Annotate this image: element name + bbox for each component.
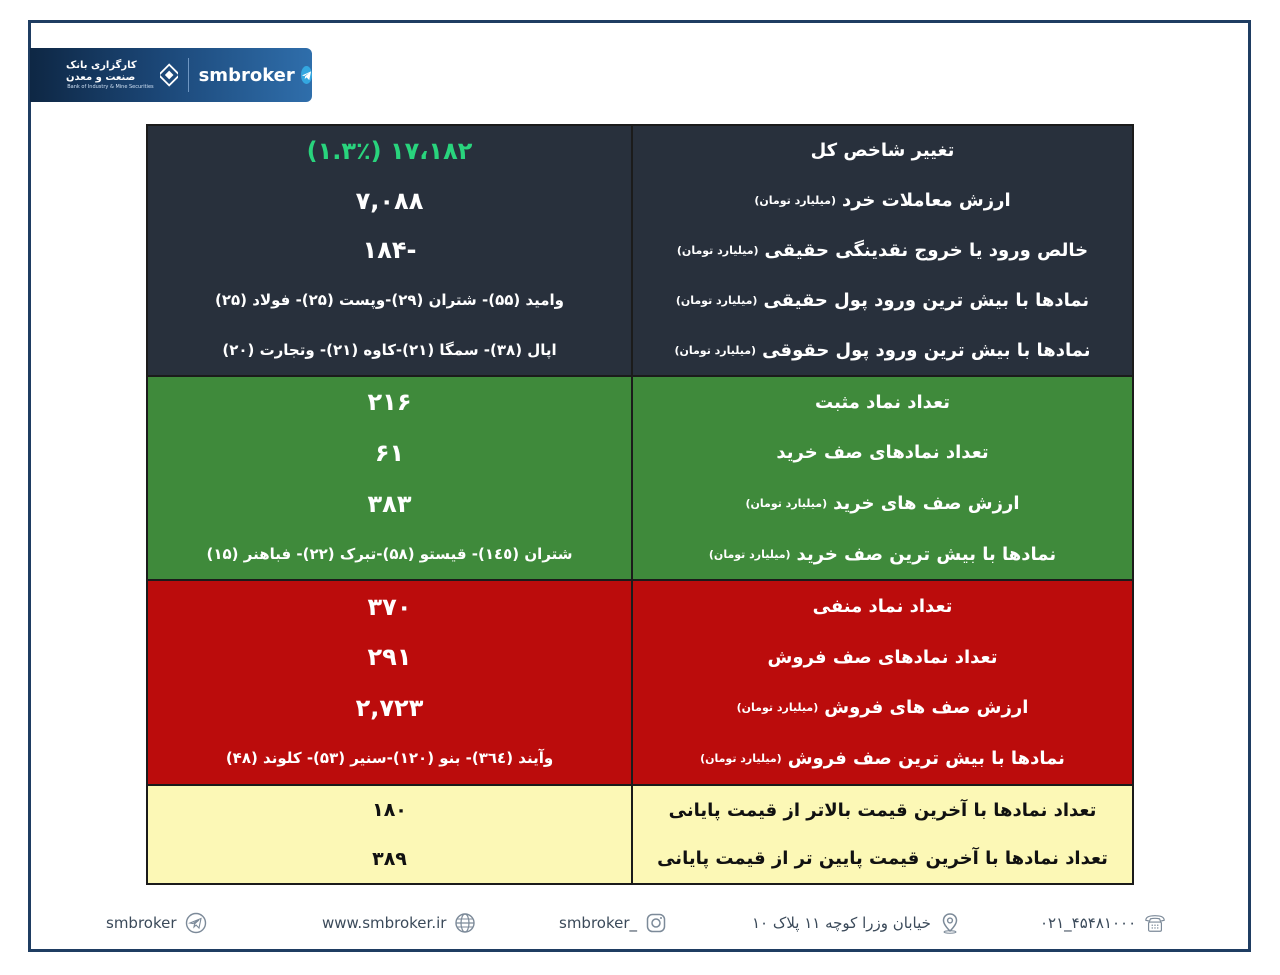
value-cell: ۲۱۶ [367, 388, 412, 417]
globe-icon [454, 912, 476, 934]
value-cell: ۲,۷۲۳ [355, 693, 424, 722]
label-cell [631, 275, 1132, 325]
telegram-icon [185, 912, 207, 934]
section-overview [148, 126, 1132, 377]
label-cell [631, 529, 1132, 580]
instagram-handle: smbroker_ [559, 914, 638, 932]
table-row [148, 834, 1132, 883]
label-cell [631, 834, 1132, 883]
table-row [148, 632, 1132, 683]
brand-banner [30, 48, 312, 102]
value-cell: ۳۸۳ [367, 489, 412, 518]
unit-label: (میلیارد تومان) [745, 497, 828, 510]
row-label: نمادها با بیش ترین صف خرید [796, 543, 1057, 565]
row-label: ارزش صف های فروش [824, 697, 1029, 719]
telegram-icon [301, 66, 312, 84]
unit-label: (میلیارد تومان) [674, 343, 757, 357]
label-cell [631, 126, 1132, 176]
row-label: ارزش معاملات خرد [842, 190, 1011, 212]
table-row [148, 126, 1132, 176]
bank-logo [66, 60, 178, 91]
label-cell [631, 683, 1132, 734]
label-cell [631, 478, 1132, 529]
unit-label: (میلیارد تومان) [675, 293, 758, 307]
value-cell: ۱۷،۱۸۲ (۱.۳٪) [306, 136, 473, 165]
value-cell: ۳۷۰ [367, 592, 412, 621]
label-cell [631, 632, 1132, 683]
label-cell [631, 176, 1132, 226]
section-negative [148, 581, 1132, 785]
label-cell [631, 325, 1132, 375]
instagram-icon [645, 912, 667, 934]
bank-mark-icon [160, 60, 178, 90]
bank-name-fa: کارگزاری بانک صنعت و معدن [66, 59, 137, 83]
row-label: تعداد نمادها با آخرین قیمت پایین تر از قیمت پایانی [657, 848, 1108, 870]
value-cell: -۱۸۴ [362, 236, 417, 265]
website-link: www.smbroker.ir [322, 914, 447, 932]
row-label: خالص ورود یا خروج نقدینگی حقیقی [764, 239, 1089, 261]
label-cell [631, 226, 1132, 276]
unit-label: (میلیارد تومان) [700, 751, 782, 765]
phone-icon [1144, 912, 1166, 934]
table-row [148, 581, 1132, 632]
table-row [148, 478, 1132, 529]
unit-label: (میلیارد تومان) [676, 243, 759, 257]
table-row [148, 325, 1132, 375]
phone-number: ۰۲۱_۴۵۴۸۱۰۰۰ [1040, 914, 1137, 932]
location-pin-icon [939, 912, 961, 934]
value-cell: وآیند (٣٦٤)- بنو (۱۲۰)-سنیر (۵۳)- کلوند (۴۸) [225, 749, 554, 768]
table-row [148, 733, 1132, 784]
row-label: نمادها با بیش ترین ورود پول حقوقی [762, 339, 1091, 361]
table-row [148, 275, 1132, 325]
value-cell: ۱۸۰ [372, 799, 407, 822]
channel-name: smbroker [198, 64, 295, 86]
contact-footer [0, 908, 1280, 944]
footer-website[interactable] [322, 912, 476, 934]
bank-name-en: Bank of Industry & Mine Securities [67, 83, 154, 90]
banner-separator [188, 58, 189, 92]
table-row [148, 176, 1132, 226]
table-row [148, 377, 1132, 428]
footer-instagram[interactable] [559, 912, 667, 934]
unit-label: (میلیارد تومان) [708, 547, 791, 561]
value-cell: وامید (۵۵)- شتران (۲۹)-وپست (۲۵)- فولاد (۲۵) [215, 291, 565, 310]
telegram-handle: smbroker [106, 914, 177, 932]
row-label: تعداد نمادها با آخرین قیمت بالاتر از قیمت پایانی [668, 799, 1097, 821]
unit-label: (میلیارد تومان) [754, 194, 836, 208]
section-positive [148, 377, 1132, 581]
row-label: تعداد نمادهای صف خرید [776, 442, 989, 464]
value-cell: شتران (۱٤٥)- قیستو (۵۸)-تبرک (۲۲)- فباهنر (۱۵) [206, 545, 573, 564]
address-text: خیابان وزرا کوچه ۱۱ پلاک ۱۰ [752, 914, 931, 932]
table-row [148, 683, 1132, 734]
row-label: نمادها با بیش ترین صف فروش [787, 747, 1065, 769]
label-cell [631, 581, 1132, 632]
table-row [148, 428, 1132, 479]
footer-telegram[interactable] [106, 912, 207, 934]
table-row [148, 529, 1132, 580]
row-label: تعداد نمادهای صف فروش [767, 646, 998, 668]
footer-address [752, 912, 961, 934]
value-cell: ۲۹۱ [367, 643, 412, 672]
unit-label: (میلیارد تومان) [736, 701, 819, 715]
value-cell: ۳۸۹ [372, 847, 407, 870]
row-label: تغییر شاخص کل [810, 140, 955, 162]
footer-phone[interactable] [1040, 912, 1166, 934]
table-row [148, 226, 1132, 276]
row-label: تعداد نماد مثبت [815, 391, 950, 413]
market-summary-table [146, 124, 1134, 885]
row-label: نمادها با بیش ترین ورود پول حقیقی [763, 289, 1090, 311]
label-cell [631, 786, 1132, 835]
label-cell [631, 377, 1132, 428]
label-cell [631, 428, 1132, 479]
row-label: ارزش صف های خرید [833, 493, 1020, 514]
value-cell: ۶۱ [374, 438, 405, 467]
row-label: تعداد نماد منفی [812, 596, 953, 618]
value-cell: اپال (۳۸)- سمگا (۲۱)-کاوه (۲۱)- وتجارت (۲۰) [222, 341, 557, 360]
value-cell: ۷,۰۸۸ [355, 186, 424, 215]
section-last-price [148, 786, 1132, 883]
table-row [148, 786, 1132, 835]
label-cell [631, 733, 1132, 784]
